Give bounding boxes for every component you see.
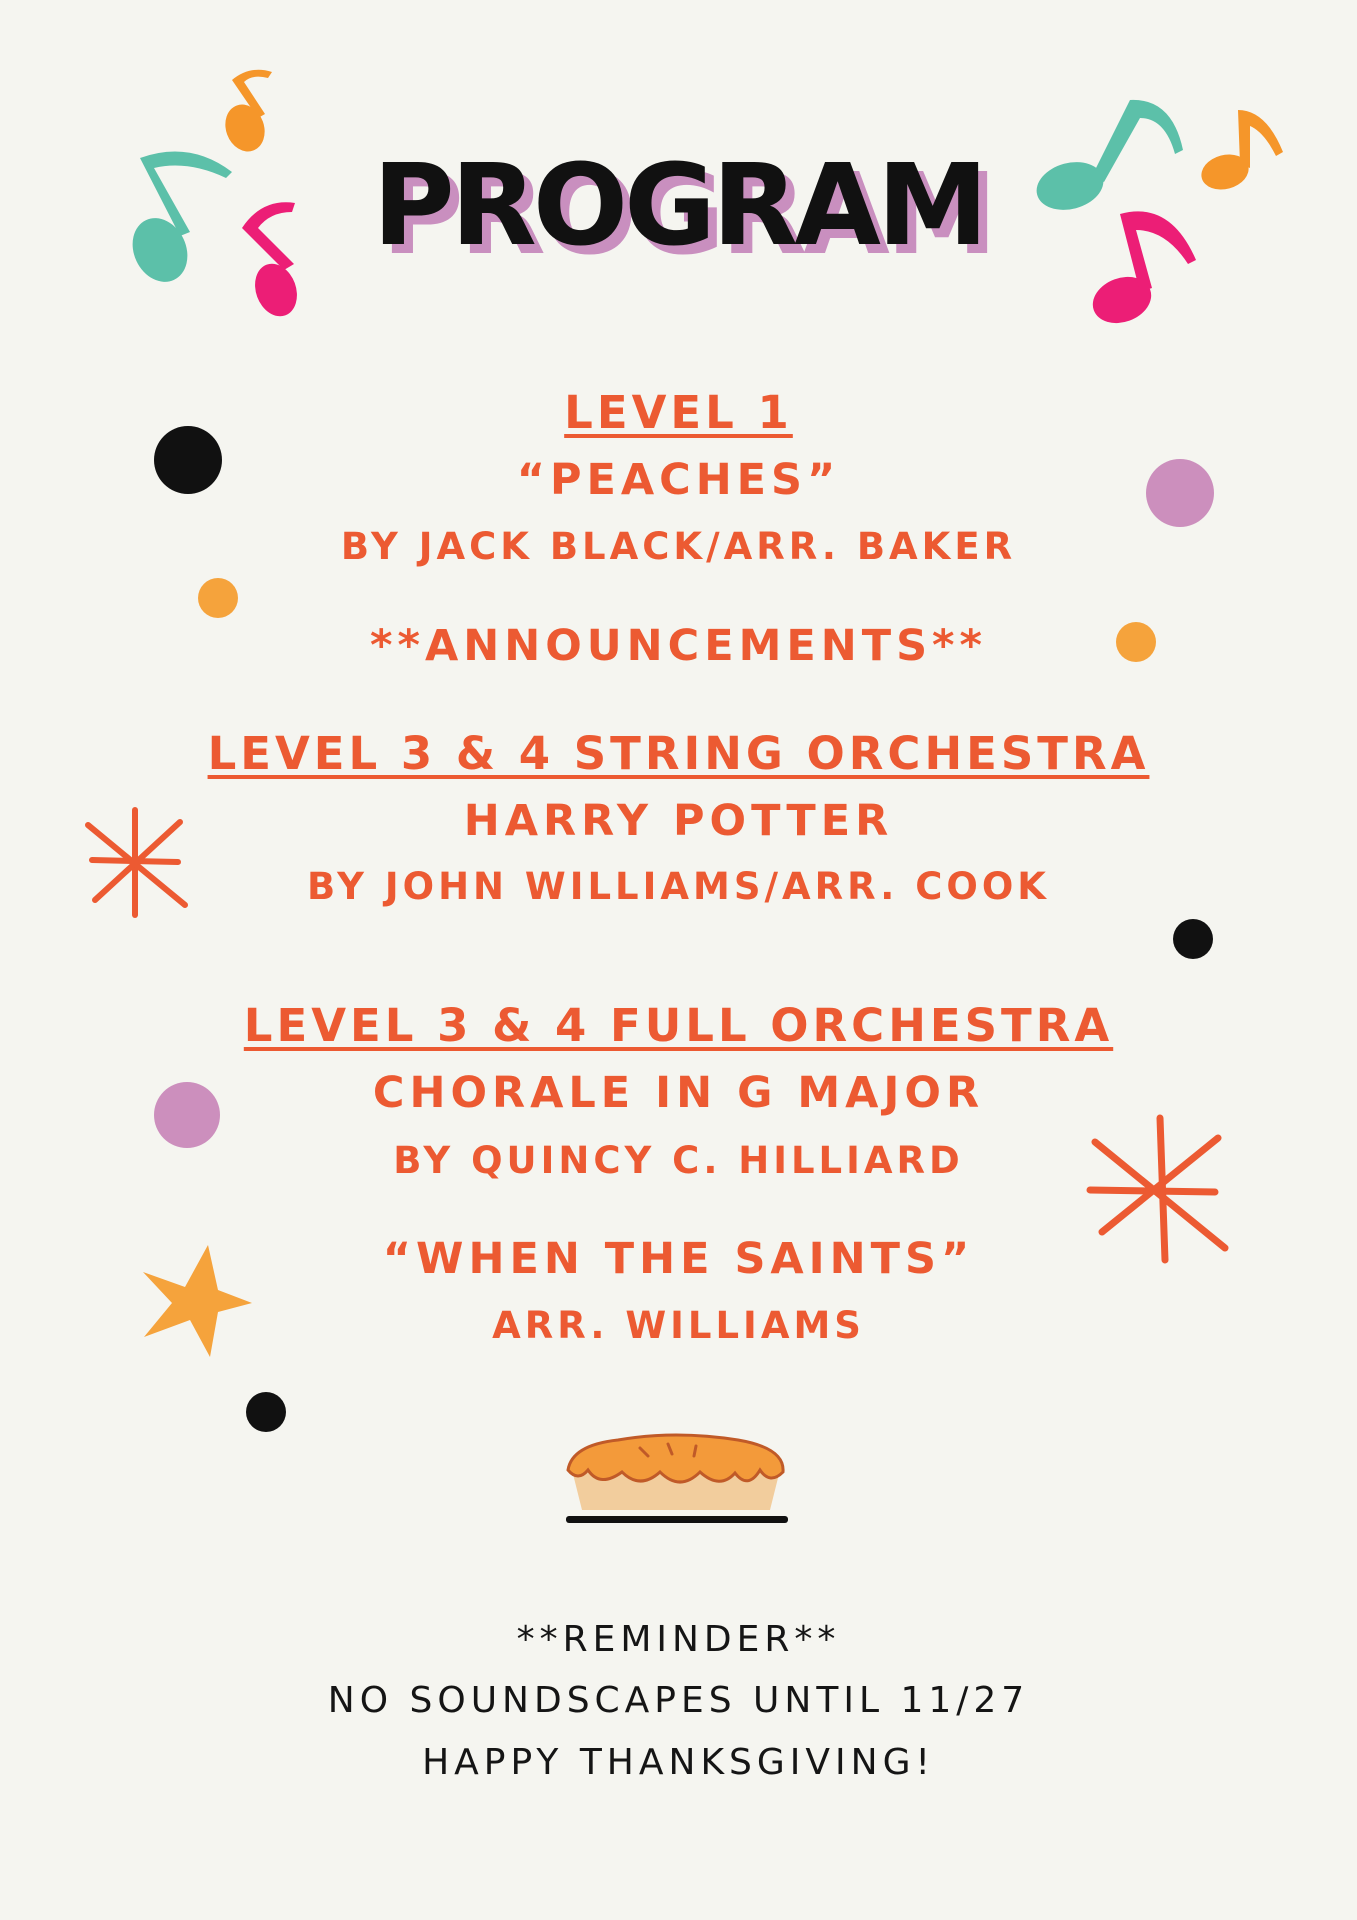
announcements: **ANNOUNCEMENTS** (369, 621, 988, 671)
level1-credit: BY JACK BLACK/ARR. BAKER (340, 525, 1017, 568)
dot-icon (246, 1392, 286, 1432)
dot-icon (1173, 919, 1213, 959)
page-title: PROGRAM (372, 141, 985, 271)
string-orchestra-heading: LEVEL 3 & 4 STRING ORCHESTRA (207, 727, 1150, 780)
full-orchestra-heading: LEVEL 3 & 4 FULL ORCHESTRA (243, 999, 1114, 1052)
footer-greeting: HAPPY THANKSGIVING! (422, 1742, 935, 1783)
music-note-icon (219, 70, 272, 157)
dot-icon (198, 578, 238, 618)
level1-piece: “PEACHES” (516, 455, 841, 505)
string-orchestra-piece: HARRY POTTER (463, 796, 894, 846)
pie-icon (566, 1435, 788, 1523)
full-orchestra-piece-1: CHORALE IN G MAJOR (372, 1068, 985, 1118)
full-orchestra-credit-2: ARR. WILLIAMS (492, 1304, 865, 1347)
string-orchestra-credit: BY JOHN WILLIAMS/ARR. COOK (307, 865, 1050, 908)
footer-reminder: **REMINDER** (516, 1619, 841, 1660)
level1-heading: LEVEL 1 (564, 386, 793, 439)
full-orchestra-piece-2: “WHEN THE SAINTS” (382, 1234, 975, 1284)
full-orchestra-credit-1: BY QUINCY C. HILLIARD (393, 1139, 964, 1182)
footer-notice: NO SOUNDSCAPES UNTIL 11/27 (327, 1680, 1030, 1721)
